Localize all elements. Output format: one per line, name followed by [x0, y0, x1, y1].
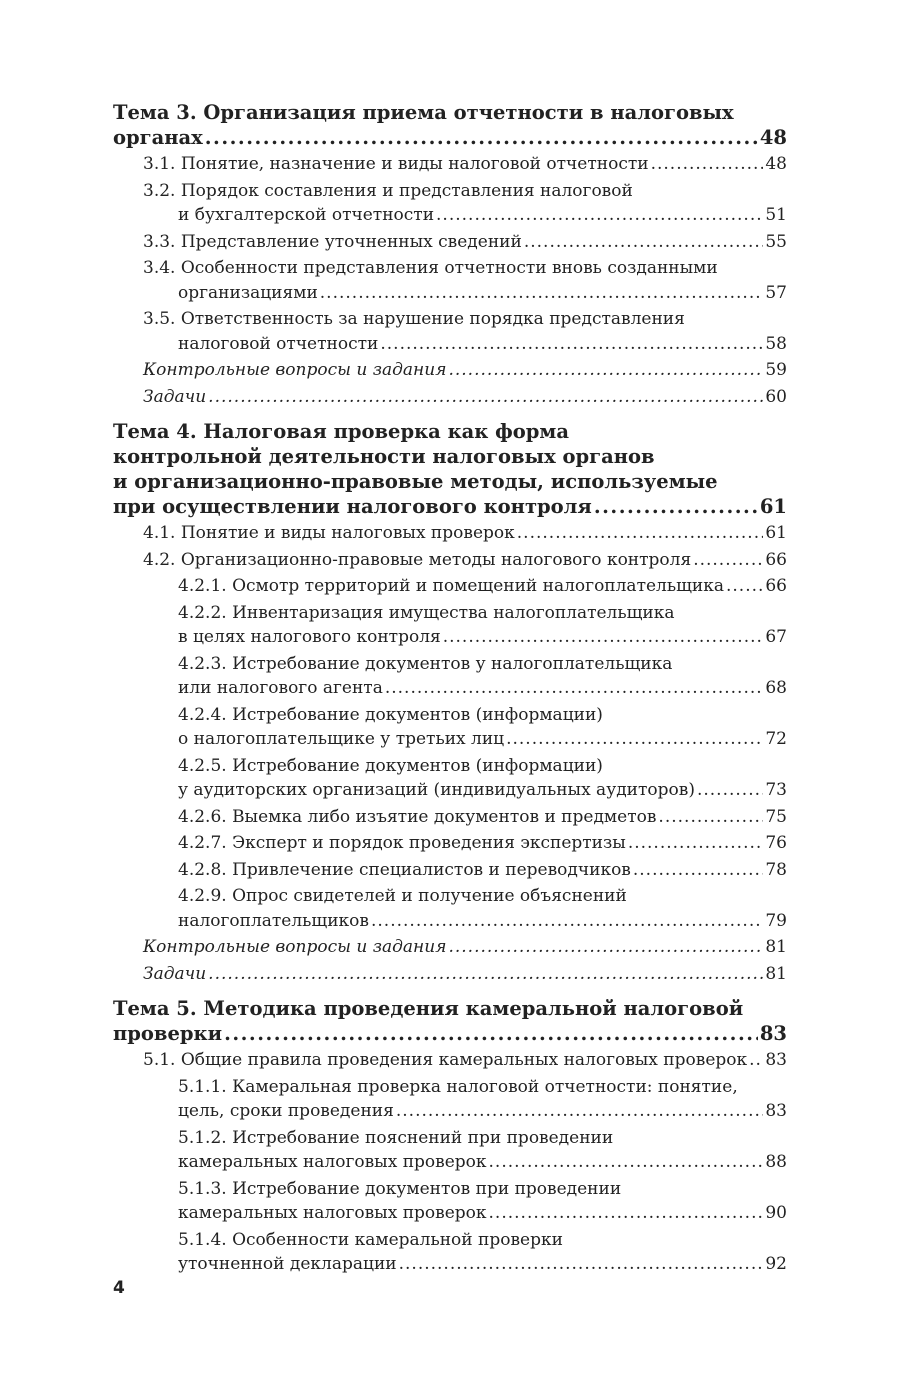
toc-line — [113, 100, 787, 125]
toc-page-number: 60 — [765, 386, 787, 407]
toc-text: в целях налогового контроля — [178, 627, 441, 647]
toc-section — [113, 1228, 787, 1277]
toc-page-number: 76 — [765, 833, 787, 853]
dot-leader — [208, 385, 763, 410]
dot-leader — [651, 152, 764, 177]
toc-text: Тема 4. Налоговая проверка как форма — [113, 420, 569, 443]
toc-line — [113, 996, 787, 1021]
toc-section — [113, 521, 787, 546]
toc-section — [113, 548, 787, 573]
dot-leader — [489, 1201, 764, 1226]
dot-leader — [693, 548, 763, 573]
table-of-contents — [113, 100, 787, 1277]
dot-leader — [208, 962, 763, 987]
toc-section — [113, 858, 787, 883]
toc-line — [178, 676, 787, 701]
toc-text: 3.3. Представление уточненных сведений — [143, 231, 522, 252]
toc-page-number: 68 — [765, 678, 787, 698]
toc-text: 4.2.4. Истребование документов (информации) — [178, 704, 603, 725]
toc-page-number: 73 — [765, 780, 787, 800]
toc-text: проверки — [113, 1022, 223, 1045]
dot-leader — [380, 332, 763, 357]
toc-line — [113, 444, 787, 469]
toc-line — [178, 884, 787, 909]
toc-page-number: 83 — [759, 1022, 787, 1045]
toc-topic — [113, 996, 787, 1046]
toc-section — [113, 831, 787, 856]
toc-text: Контрольные вопросы и задания — [143, 360, 447, 380]
dot-leader — [594, 494, 758, 519]
toc-line — [178, 1228, 787, 1253]
toc-text: органах — [113, 126, 203, 149]
toc-page-number: 48 — [765, 154, 787, 174]
toc-line — [113, 469, 787, 494]
dot-leader — [371, 909, 763, 934]
toc-text: 5.1. Общие правила проведения камеральных налоговых проверок — [143, 1050, 748, 1070]
toc-line — [143, 230, 787, 255]
toc-line — [178, 703, 787, 728]
toc-text: 3.4. Особенности представления отчетности вновь созданными — [143, 258, 718, 278]
toc-text: 3.5. Ответственность за нарушение порядка представления — [143, 309, 685, 329]
toc-page-number: 59 — [765, 360, 787, 380]
toc-text: 4.2.2. Инвентаризация имущества налогоплательщика — [178, 602, 675, 623]
dot-leader — [205, 125, 758, 150]
toc-section — [113, 574, 787, 599]
toc-line — [113, 494, 787, 519]
toc-text: Контрольные вопросы и задания — [143, 937, 447, 957]
dot-leader — [448, 358, 763, 383]
toc-line — [178, 727, 787, 752]
page-number: 4 — [113, 1278, 125, 1298]
toc-text: камеральных налоговых проверок — [178, 1203, 487, 1223]
toc-text: 4.2. Организационно-правовые методы налогового контроля — [143, 549, 692, 570]
toc-text: о налогоплательщике у третьих лиц — [178, 729, 505, 749]
toc-text: Задачи — [143, 963, 207, 984]
toc-page-number: 81 — [765, 937, 787, 957]
toc-page-number: 83 — [765, 1101, 787, 1121]
toc-line — [143, 1048, 787, 1073]
dot-leader — [697, 778, 763, 803]
toc-text: налогоплательщиков — [178, 910, 369, 931]
toc-topic — [113, 419, 787, 519]
toc-section — [113, 1126, 787, 1175]
toc-text: 4.1. Понятие и виды налоговых проверок — [143, 523, 515, 543]
toc-line — [143, 152, 787, 177]
toc-text: 4.2.9. Опрос свидетелей и получение объяснений — [178, 886, 627, 906]
toc-text: 4.2.8. Привлечение специалистов и переводчиков — [178, 859, 631, 880]
toc-line — [178, 909, 787, 934]
toc-section — [113, 256, 787, 305]
toc-line — [178, 778, 787, 803]
toc-page-number: 61 — [759, 495, 787, 518]
toc-line — [143, 281, 787, 306]
toc-line — [143, 548, 787, 573]
dot-leader — [385, 676, 764, 701]
toc-text: 4.2.6. Выемка либо изъятие документов и предметов — [178, 806, 657, 827]
toc-text: 4.2.7. Эксперт и порядок проведения экспертизы — [178, 833, 626, 853]
dot-leader — [749, 1048, 763, 1073]
toc-page-number: 72 — [765, 729, 787, 749]
toc-line — [178, 1126, 787, 1151]
toc-text: 4.2.3. Истребование документов у налогоплательщика — [178, 653, 673, 674]
toc-section — [113, 1177, 787, 1226]
dot-leader — [436, 203, 763, 228]
dot-leader — [726, 574, 763, 599]
toc-section — [113, 1075, 787, 1124]
toc-page-number: 75 — [765, 806, 787, 827]
toc-text: 4.2.5. Истребование документов (информации) — [178, 755, 603, 776]
toc-line — [143, 385, 787, 410]
toc-line — [178, 858, 787, 883]
toc-supplement — [113, 962, 787, 987]
toc-page-number: 92 — [765, 1254, 787, 1274]
toc-section — [113, 805, 787, 830]
toc-text: 5.1.3. Истребование документов при проведении — [178, 1178, 622, 1199]
toc-page-number: 55 — [765, 231, 787, 252]
toc-line — [143, 962, 787, 987]
toc-section — [113, 179, 787, 228]
toc-text: 5.1.4. Особенности камеральной проверки — [178, 1229, 563, 1250]
toc-line — [178, 1177, 787, 1202]
toc-line — [143, 307, 787, 332]
toc-page-number: 58 — [765, 333, 787, 354]
toc-page-number: 90 — [765, 1203, 787, 1223]
toc-line — [113, 1021, 787, 1046]
dot-leader — [396, 1099, 764, 1124]
toc-text: контрольной деятельности налоговых органов — [113, 445, 655, 468]
toc-line — [178, 1150, 787, 1175]
toc-page-number: 88 — [765, 1152, 787, 1172]
toc-line — [178, 652, 787, 677]
toc-line — [178, 1075, 787, 1100]
toc-page-number: 79 — [765, 910, 787, 931]
toc-line — [178, 1099, 787, 1124]
dot-leader — [399, 1252, 764, 1277]
dot-leader — [628, 831, 764, 856]
toc-line — [143, 935, 787, 960]
toc-page-number: 81 — [765, 963, 787, 984]
toc-line — [113, 125, 787, 150]
toc-section — [113, 307, 787, 356]
toc-section — [113, 703, 787, 752]
toc-section — [113, 601, 787, 650]
toc-supplement — [113, 935, 787, 960]
toc-line — [178, 601, 787, 626]
dot-leader — [443, 625, 764, 650]
toc-line — [143, 203, 787, 228]
toc-page-number: 57 — [765, 282, 787, 303]
toc-text: и организационно-правовые методы, используемые — [113, 470, 718, 493]
toc-text: 5.1.2. Истребование пояснений при проведении — [178, 1127, 614, 1148]
toc-line — [178, 1252, 787, 1277]
toc-text: Задачи — [143, 386, 207, 407]
toc-text: у аудиторских организаций (индивидуальных аудиторов) — [178, 780, 695, 800]
dot-leader — [320, 281, 764, 306]
toc-line — [143, 256, 787, 281]
toc-page-number: 51 — [765, 205, 787, 225]
dot-leader — [224, 1021, 758, 1046]
toc-text: Тема 3. Организация приема отчетности в налоговых — [113, 101, 734, 124]
toc-line — [178, 805, 787, 830]
toc-text: и бухгалтерской отчетности — [178, 205, 435, 225]
toc-section — [113, 230, 787, 255]
toc-text: 3.1. Понятие, назначение и виды налоговой отчетности — [143, 154, 649, 174]
toc-text: Тема 5. Методика проведения камеральной налоговой — [113, 997, 744, 1020]
toc-line — [143, 179, 787, 204]
toc-line — [178, 625, 787, 650]
toc-topic — [113, 100, 787, 150]
toc-text: организациями — [178, 282, 318, 303]
toc-page-number: 67 — [765, 627, 787, 647]
toc-page-number: 78 — [765, 859, 787, 880]
toc-page-number: 61 — [765, 523, 787, 543]
toc-line — [113, 419, 787, 444]
dot-leader — [506, 727, 763, 752]
toc-supplement — [113, 385, 787, 410]
toc-supplement — [113, 358, 787, 383]
toc-page-number: 66 — [765, 549, 787, 570]
toc-section — [113, 1048, 787, 1073]
toc-text: цель, сроки проведения — [178, 1101, 394, 1121]
toc-section — [113, 754, 787, 803]
dot-leader — [489, 1150, 764, 1175]
toc-text: при осуществлении налогового контроля — [113, 495, 592, 518]
toc-line — [178, 574, 787, 599]
toc-page-number: 83 — [765, 1050, 787, 1070]
dot-leader — [448, 935, 763, 960]
toc-text: 4.2.1. Осмотр территорий и помещений налогоплательщика — [178, 576, 724, 596]
toc-section — [113, 652, 787, 701]
toc-text: 3.2. Порядок составления и представления налоговой — [143, 180, 633, 201]
toc-line — [178, 831, 787, 856]
toc-section — [113, 884, 787, 933]
toc-line — [143, 332, 787, 357]
toc-line — [178, 754, 787, 779]
toc-page-number: 66 — [765, 576, 787, 596]
dot-leader — [633, 858, 763, 883]
toc-line — [143, 358, 787, 383]
toc-line — [143, 521, 787, 546]
toc-text: или налогового агента — [178, 678, 383, 698]
toc-text: уточненной декларации — [178, 1254, 397, 1274]
toc-text: камеральных налоговых проверок — [178, 1152, 487, 1172]
toc-text: налоговой отчетности — [178, 333, 379, 354]
dot-leader — [517, 521, 764, 546]
toc-section — [113, 152, 787, 177]
toc-text: 5.1.1. Камеральная проверка налоговой отчетности: понятие, — [178, 1076, 738, 1097]
toc-line — [178, 1201, 787, 1226]
toc-page-number: 48 — [759, 126, 787, 149]
dot-leader — [658, 805, 763, 830]
dot-leader — [524, 230, 764, 255]
